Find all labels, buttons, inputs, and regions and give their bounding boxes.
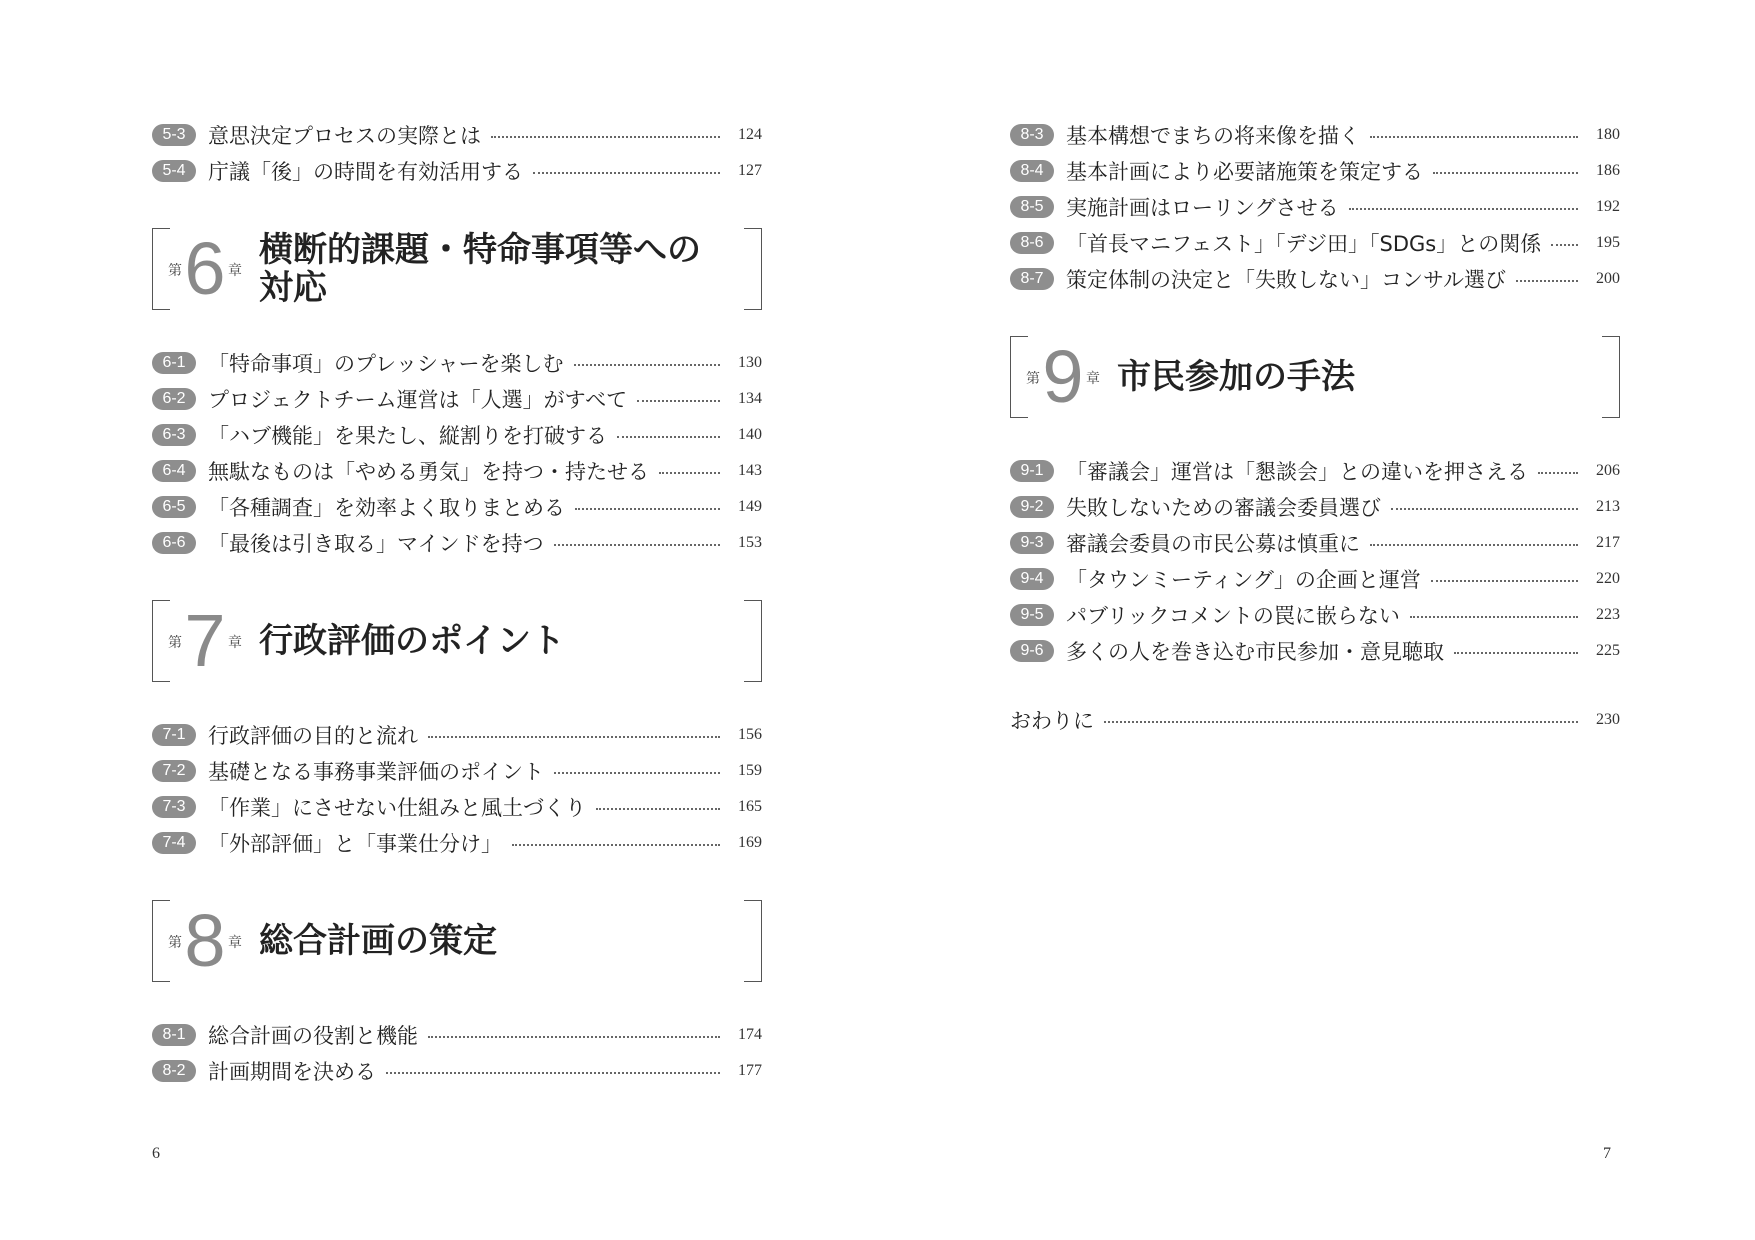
section-title: 基礎となる事務事業評価のポイント xyxy=(208,760,544,784)
toc-entry-8-2[interactable] xyxy=(152,1056,762,1086)
section-title: 行政評価の目的と流れ xyxy=(208,724,418,748)
chapter-number: 9 xyxy=(1042,335,1084,418)
dot-leader xyxy=(386,1072,720,1074)
section-number-badge: 8-3 xyxy=(1010,124,1054,146)
toc-entry-9-3[interactable] xyxy=(1010,528,1620,558)
chapter-title-line2: 対応 xyxy=(259,268,327,308)
page-number: 213 xyxy=(1596,498,1620,515)
page-number: 127 xyxy=(738,162,762,179)
section-title: 「外部評価」と「事業仕分け」 xyxy=(208,832,502,856)
dot-leader xyxy=(491,136,720,138)
toc-entry-8-4[interactable] xyxy=(1010,156,1620,186)
section-title: 失敗しないための審議会委員選び xyxy=(1066,496,1381,520)
toc-entry-7-3[interactable] xyxy=(152,792,762,822)
page-number: 159 xyxy=(738,762,762,779)
section-number-badge: 6-6 xyxy=(152,532,196,554)
section-number-badge: 5-3 xyxy=(152,124,196,146)
chapter-prefix: 第 xyxy=(1026,371,1040,387)
bracket-right xyxy=(1602,336,1620,418)
toc-entry-6-4[interactable] xyxy=(152,456,762,486)
section-number-badge: 7-3 xyxy=(152,796,196,818)
toc-entry-6-6[interactable] xyxy=(152,528,762,558)
dot-leader xyxy=(428,736,720,738)
section-title: 多くの人を巻き込む市民参加・意見聴取 xyxy=(1066,640,1444,664)
chapter-prefix: 第 xyxy=(168,935,182,951)
section-number-badge: 7-2 xyxy=(152,760,196,782)
toc-entry-8-5[interactable] xyxy=(1010,192,1620,222)
section-title: 基本構想でまちの将来像を描く xyxy=(1066,124,1360,148)
dot-leader xyxy=(1433,172,1578,174)
toc-entry-8-1[interactable] xyxy=(152,1020,762,1050)
toc-entry-9-5[interactable] xyxy=(1010,600,1620,630)
dot-leader xyxy=(575,508,720,510)
page-number: 180 xyxy=(1596,126,1620,143)
section-title: 総合計画の役割と機能 xyxy=(208,1024,418,1048)
dot-leader xyxy=(554,772,720,774)
chapter-title: 総合計画の策定 xyxy=(259,921,497,961)
chapter-7-heading xyxy=(152,600,762,682)
section-title: 無駄なものは「やめる勇気」を持つ・持たせる xyxy=(208,460,649,484)
dot-leader xyxy=(533,172,720,174)
toc-entry-7-1[interactable] xyxy=(152,720,762,750)
section-number-badge: 8-2 xyxy=(152,1060,196,1082)
section-title: 意思決定プロセスの実際とは xyxy=(208,124,481,148)
section-title: 「ハブ機能」を果たし、縦割りを打破する xyxy=(208,424,607,448)
chapter-number: 8 xyxy=(184,899,226,982)
chapter-8-heading xyxy=(152,900,762,982)
bracket-right xyxy=(744,228,762,310)
section-title: 審議会委員の市民公募は慎重に xyxy=(1066,532,1360,556)
chapter-6-heading xyxy=(152,228,762,310)
section-number-badge: 9-6 xyxy=(1010,640,1054,662)
page-number: 174 xyxy=(738,1026,762,1043)
page-number: 130 xyxy=(738,354,762,371)
section-number-badge: 8-7 xyxy=(1010,268,1054,290)
closing-title: おわりに xyxy=(1010,709,1094,733)
page-number: 186 xyxy=(1596,162,1620,179)
page-number: 156 xyxy=(738,726,762,743)
dot-leader xyxy=(1410,616,1578,618)
dot-leader xyxy=(1391,508,1578,510)
toc-entry-9-2[interactable] xyxy=(1010,492,1620,522)
toc-entry-8-3[interactable] xyxy=(1010,120,1620,150)
dot-leader xyxy=(428,1036,720,1038)
dot-leader xyxy=(1551,244,1578,246)
toc-entry-9-1[interactable] xyxy=(1010,456,1620,486)
dot-leader xyxy=(1516,280,1578,282)
dot-leader xyxy=(617,436,720,438)
section-title: 「タウンミーティング」の企画と運営 xyxy=(1066,568,1421,592)
dot-leader xyxy=(1349,208,1578,210)
toc-entry-7-4[interactable] xyxy=(152,828,762,858)
toc-entry-5-3[interactable] xyxy=(152,120,762,150)
dot-leader xyxy=(1370,136,1578,138)
section-number-badge: 5-4 xyxy=(152,160,196,182)
dot-leader xyxy=(554,544,720,546)
chapter-title: 行政評価のポイント xyxy=(259,621,565,661)
toc-entry-9-6[interactable] xyxy=(1010,636,1620,666)
page-number: 153 xyxy=(738,534,762,551)
toc-entry-8-7[interactable] xyxy=(1010,264,1620,294)
page-number: 200 xyxy=(1596,270,1620,287)
dot-leader xyxy=(1370,544,1578,546)
section-title: 計画期間を決める xyxy=(208,1060,376,1084)
section-title: パブリックコメントの罠に嵌らない xyxy=(1066,604,1400,628)
page-number: 220 xyxy=(1596,570,1620,587)
dot-leader xyxy=(1538,472,1578,474)
dot-leader xyxy=(596,808,720,810)
page-number: 225 xyxy=(1596,642,1620,659)
dot-leader xyxy=(637,400,720,402)
toc-entry-7-2[interactable] xyxy=(152,756,762,786)
chapter-prefix: 第 xyxy=(168,635,182,651)
page-number: 140 xyxy=(738,426,762,443)
dot-leader xyxy=(1454,652,1578,654)
page-number: 192 xyxy=(1596,198,1620,215)
section-number-badge: 8-6 xyxy=(1010,232,1054,254)
toc-entry-6-2[interactable] xyxy=(152,384,762,414)
section-title: 「審議会」運営は「懇談会」との違いを押さえる xyxy=(1066,460,1528,484)
chapter-suffix: 章 xyxy=(228,263,242,279)
section-number-badge: 9-2 xyxy=(1010,496,1054,518)
toc-entry-5-4[interactable] xyxy=(152,156,762,186)
section-number-badge: 9-3 xyxy=(1010,532,1054,554)
section-title: 庁議「後」の時間を有効活用する xyxy=(208,160,523,184)
section-number-badge: 6-1 xyxy=(152,352,196,374)
toc-entry-6-5[interactable] xyxy=(152,492,762,522)
section-number-badge: 8-1 xyxy=(152,1024,196,1046)
chapter-number: 7 xyxy=(184,599,226,682)
toc-entry-6-1[interactable] xyxy=(152,348,762,378)
dot-leader xyxy=(512,844,720,846)
chapter-number: 6 xyxy=(184,227,226,310)
chapter-suffix: 章 xyxy=(228,935,242,951)
dot-leader xyxy=(1431,580,1578,582)
page-number: 134 xyxy=(738,390,762,407)
section-number-badge: 7-4 xyxy=(152,832,196,854)
section-number-badge: 6-2 xyxy=(152,388,196,410)
right-folio: 7 xyxy=(1603,1145,1611,1162)
section-number-badge: 9-1 xyxy=(1010,460,1054,482)
section-number-badge: 9-5 xyxy=(1010,604,1054,626)
section-title: 基本計画により必要諸施策を策定する xyxy=(1066,160,1423,184)
page-number: 124 xyxy=(738,126,762,143)
section-number-badge: 6-3 xyxy=(152,424,196,446)
page-number: 177 xyxy=(738,1062,762,1079)
page-number: 165 xyxy=(738,798,762,815)
section-title: プロジェクトチーム運営は「人選」がすべて xyxy=(208,388,628,412)
dot-leader xyxy=(574,364,720,366)
left-folio: 6 xyxy=(152,1145,160,1162)
section-number-badge: 8-4 xyxy=(1010,160,1054,182)
page-number: 143 xyxy=(738,462,762,479)
section-title: 「首長マニフェスト」「デジ田」「SDGs」との関係 xyxy=(1066,232,1542,256)
page-number: 149 xyxy=(738,498,762,515)
section-title: 「最後は引き取る」マインドを持つ xyxy=(208,532,544,556)
page-number: 206 xyxy=(1596,462,1620,479)
toc-entry-8-6[interactable] xyxy=(1010,228,1620,258)
chapter-9-heading xyxy=(1010,336,1620,418)
section-number-badge: 9-4 xyxy=(1010,568,1054,590)
page-number: 223 xyxy=(1596,606,1620,623)
toc-entry-closing[interactable] xyxy=(1010,705,1620,735)
section-title: 「特命事項」のプレッシャーを楽しむ xyxy=(208,352,564,376)
page-number: 230 xyxy=(1596,711,1620,728)
section-number-badge: 6-5 xyxy=(152,496,196,518)
chapter-title-line1: 横断的課題・特命事項等への xyxy=(259,230,701,270)
chapter-prefix: 第 xyxy=(168,263,182,279)
dot-leader xyxy=(659,472,720,474)
page-number: 169 xyxy=(738,834,762,851)
chapter-suffix: 章 xyxy=(1086,371,1100,387)
section-number-badge: 6-4 xyxy=(152,460,196,482)
bracket-right xyxy=(744,900,762,982)
bracket-right xyxy=(744,600,762,682)
section-title: 策定体制の決定と「失敗しない」コンサル選び xyxy=(1066,268,1506,292)
page-number: 217 xyxy=(1596,534,1620,551)
section-title: 「作業」にさせない仕組みと風土づくり xyxy=(208,796,586,820)
toc-entry-6-3[interactable] xyxy=(152,420,762,450)
section-number-badge: 7-1 xyxy=(152,724,196,746)
dot-leader xyxy=(1104,721,1578,723)
section-title: 実施計画はローリングさせる xyxy=(1066,196,1339,220)
toc-entry-9-4[interactable] xyxy=(1010,564,1620,594)
chapter-title: 市民参加の手法 xyxy=(1117,357,1355,397)
section-number-badge: 8-5 xyxy=(1010,196,1054,218)
section-title: 「各種調査」を効率よく取りまとめる xyxy=(208,496,565,520)
chapter-suffix: 章 xyxy=(228,635,242,651)
page-number: 195 xyxy=(1596,234,1620,251)
